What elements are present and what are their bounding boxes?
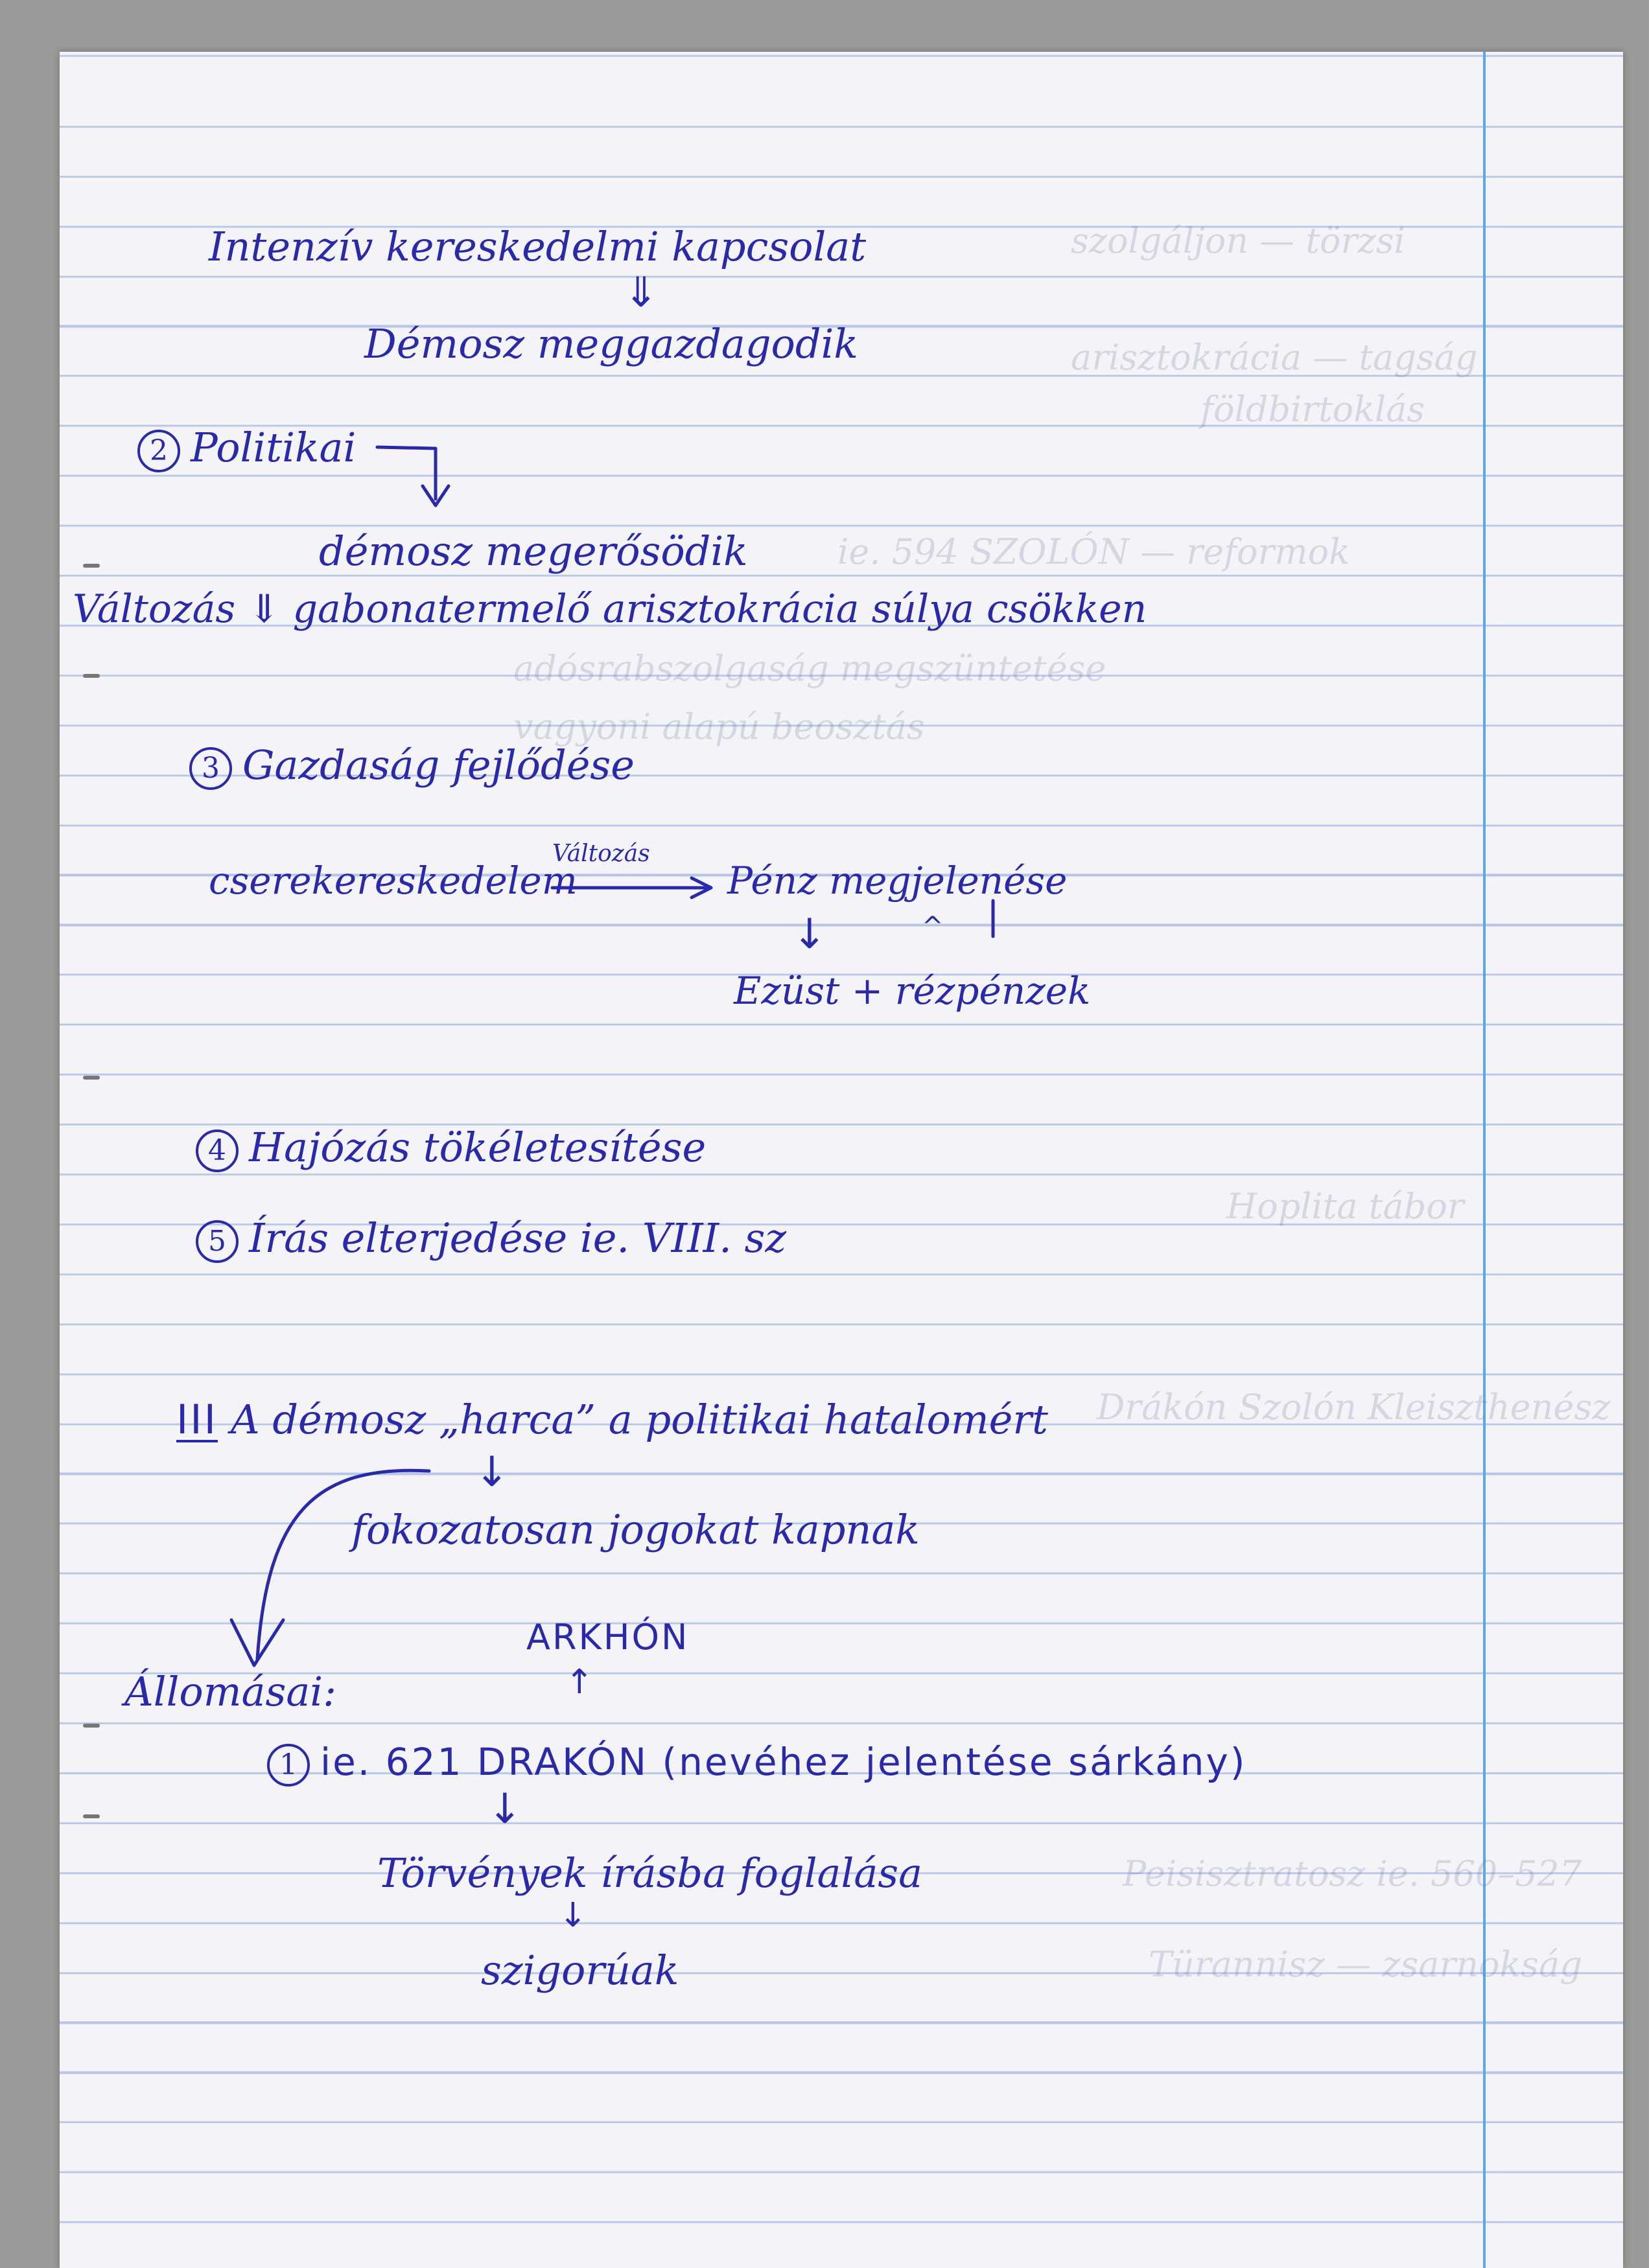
section-number: 4 <box>196 1129 239 1172</box>
part-title: A démosz „harca” a politikai hatalomért <box>230 1396 1048 1443</box>
double-arrow-down-icon: ⇓ <box>624 269 659 317</box>
arrow-label: Változás <box>552 840 650 867</box>
arrow-down-icon: ↓ <box>487 1785 522 1833</box>
double-arrow-down-icon: ⇓ <box>248 586 281 632</box>
note-line: ARKHÓN <box>526 1617 690 1658</box>
note-text: gabonatermelő arisztokrácia súlya csökken <box>292 586 1147 632</box>
arrow-up-icon: ↑ <box>565 1663 594 1702</box>
section-number: 3 <box>189 747 232 790</box>
section-title: Hajózás tökéletesítése <box>249 1124 707 1171</box>
section-number: 1 <box>267 1744 310 1787</box>
note-line: szigorúak <box>481 1947 679 1994</box>
ghost-text: szolgáljon — törzsi <box>1071 220 1405 261</box>
note-line: Démosz meggazdagodik <box>364 320 858 367</box>
ghost-text: arisztokrácia — tagság <box>1071 337 1478 378</box>
note-line: Intenzív kereskedelmi kapcsolat <box>209 223 867 270</box>
section-title: Írás elterjedése ie. VIII. sz <box>249 1214 786 1262</box>
note-line: Törvények írásba foglalása <box>377 1849 923 1897</box>
note-line: fokozatosan jogokat kapnak <box>351 1506 920 1553</box>
ghost-text: Peisisztratosz ie. 560–527 <box>1123 1853 1582 1894</box>
ghost-text: Hoplita tábor <box>1226 1186 1464 1227</box>
section-title: Gazdaság fejlődése <box>242 741 635 789</box>
ghost-text: földbirtoklás <box>1200 389 1425 430</box>
note-line: Pénz megjelenése <box>727 859 1068 903</box>
arrow-down-icon: ↓ <box>474 1448 509 1496</box>
ghost-text: Türannisz — zsarnokság <box>1149 1944 1582 1985</box>
arrow-up-icon: ^ <box>922 912 944 942</box>
note-line: cserekereskedelem <box>209 859 578 903</box>
ghost-text: vagyoni alapú beosztás <box>513 706 925 747</box>
section-number: 5 <box>196 1220 239 1263</box>
ghost-text: adósrabszolgaság megszüntetése <box>513 648 1106 689</box>
notebook-page <box>60 52 1623 2268</box>
note-line: Ezüst + rézpénzek <box>734 969 1091 1013</box>
section-title: Politikai <box>191 424 357 471</box>
note-line: démosz megerősödik <box>319 527 748 575</box>
ink-arrows <box>60 52 1623 2268</box>
arrow-down-icon: ↓ <box>559 1896 587 1935</box>
note-line: Állomásai: <box>124 1668 337 1715</box>
change-label: Változás <box>73 586 236 632</box>
part-number: III <box>176 1396 218 1443</box>
section-number: 2 <box>137 430 180 472</box>
arrow-down-icon: ↓ <box>792 910 827 958</box>
note-text: ie. 621 DRAKÓN (nevéhez jelentése sárkány) <box>320 1740 1247 1784</box>
ghost-text: Drákón Szolón Kleiszthenész <box>1097 1387 1611 1428</box>
ghost-text: ie. 594 SZOLÓN — reformok <box>837 531 1350 572</box>
